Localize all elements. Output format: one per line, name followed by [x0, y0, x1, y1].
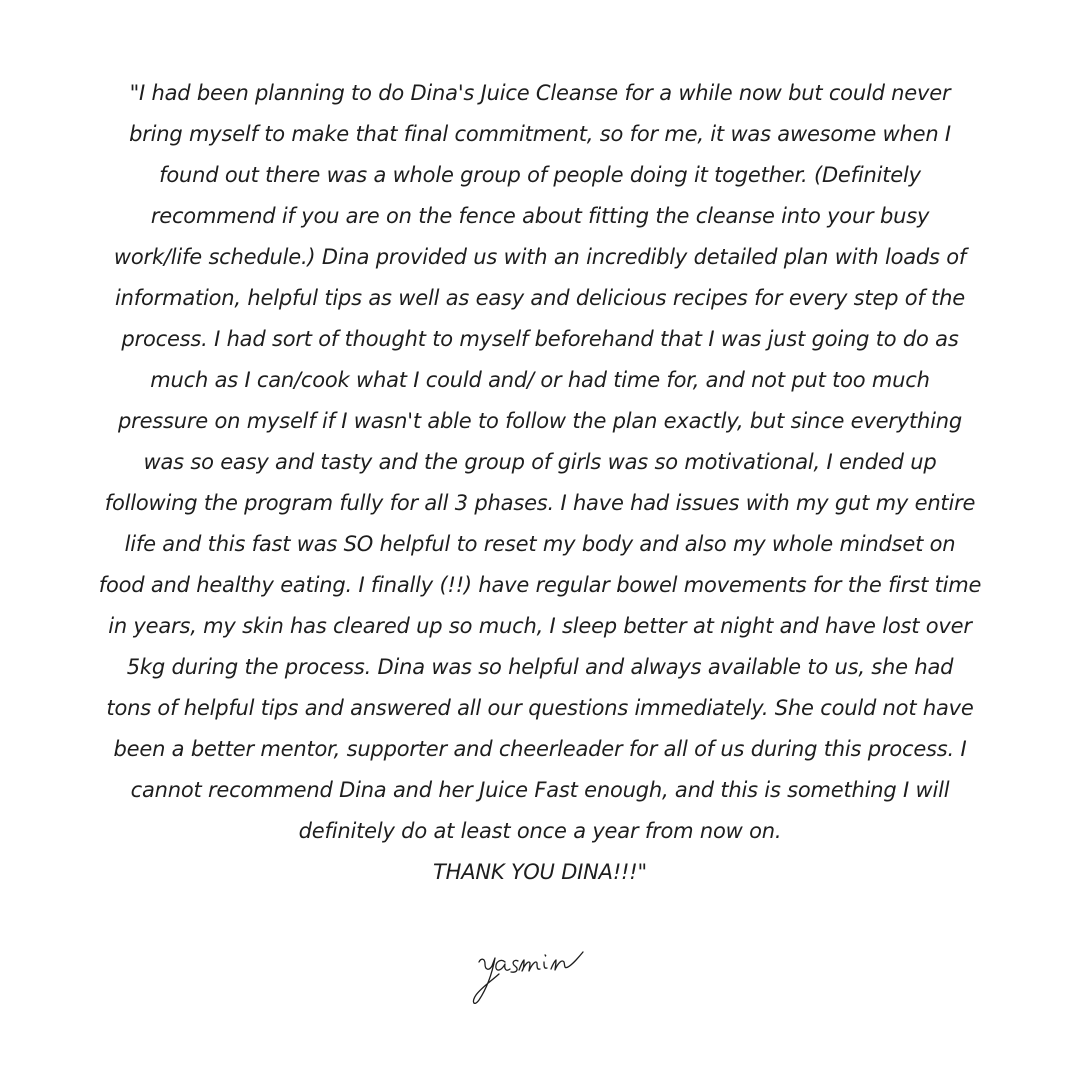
quote-line: recommend if you are on the fence about fitting the cleanse into your busy: [150, 204, 930, 228]
quote-line: work/life schedule.) Dina provided us with an incredibly detailed plan with loads of: [113, 245, 967, 269]
testimonial-quote: [70, 73, 1010, 893]
quote-line: information, helpful tips as well as easy and delicious recipes for every step of the: [115, 286, 965, 310]
quote-line: following the program fully for all 3 phases. I have had issues with my gut my entire: [104, 491, 976, 515]
quote-line: "I had been planning to do Dina's Juice Cleanse for a while now but could never: [129, 81, 951, 105]
quote-line: food and healthy eating. I finally (!!) have regular bowel movements for the first time: [98, 573, 982, 597]
signature-yasmin-script: [465, 940, 595, 1010]
quote-line: bring myself to make that final commitment, so for me, it was awesome when I: [129, 122, 951, 146]
quote-line: definitely do at least once a year from now on.: [298, 819, 782, 843]
quote-line: found out there was a whole group of people doing it together. (Definitely: [159, 163, 921, 187]
quote-line: process. I had sort of thought to myself beforehand that I was just going to do as: [121, 327, 959, 351]
quote-line: much as I can/cook what I could and/ or had time for, and not put too much: [150, 368, 930, 392]
quote-line: in years, my skin has cleared up so much, I sleep better at night and have lost over: [108, 614, 972, 638]
quote-line: tons of helpful tips and answered all our questions immediately. She could not have: [106, 696, 974, 720]
quote-line: 5kg during the process. Dina was so helpful and always available to us, she had: [126, 655, 954, 679]
quote-line: been a better mentor, supporter and cheerleader for all of us during this process. I: [113, 737, 967, 761]
signature: [465, 940, 595, 1010]
quote-line: cannot recommend Dina and her Juice Fast enough, and this is something I will: [130, 778, 950, 802]
quote-closing-line: THANK YOU DINA!!!": [433, 860, 647, 884]
quote-line: life and this fast was SO helpful to reset my body and also my whole mindset on: [124, 532, 956, 556]
quote-line: was so easy and tasty and the group of girls was so motivational, I ended up: [143, 450, 937, 474]
quote-line: pressure on myself if I wasn't able to follow the plan exactly, but since everything: [118, 409, 962, 433]
